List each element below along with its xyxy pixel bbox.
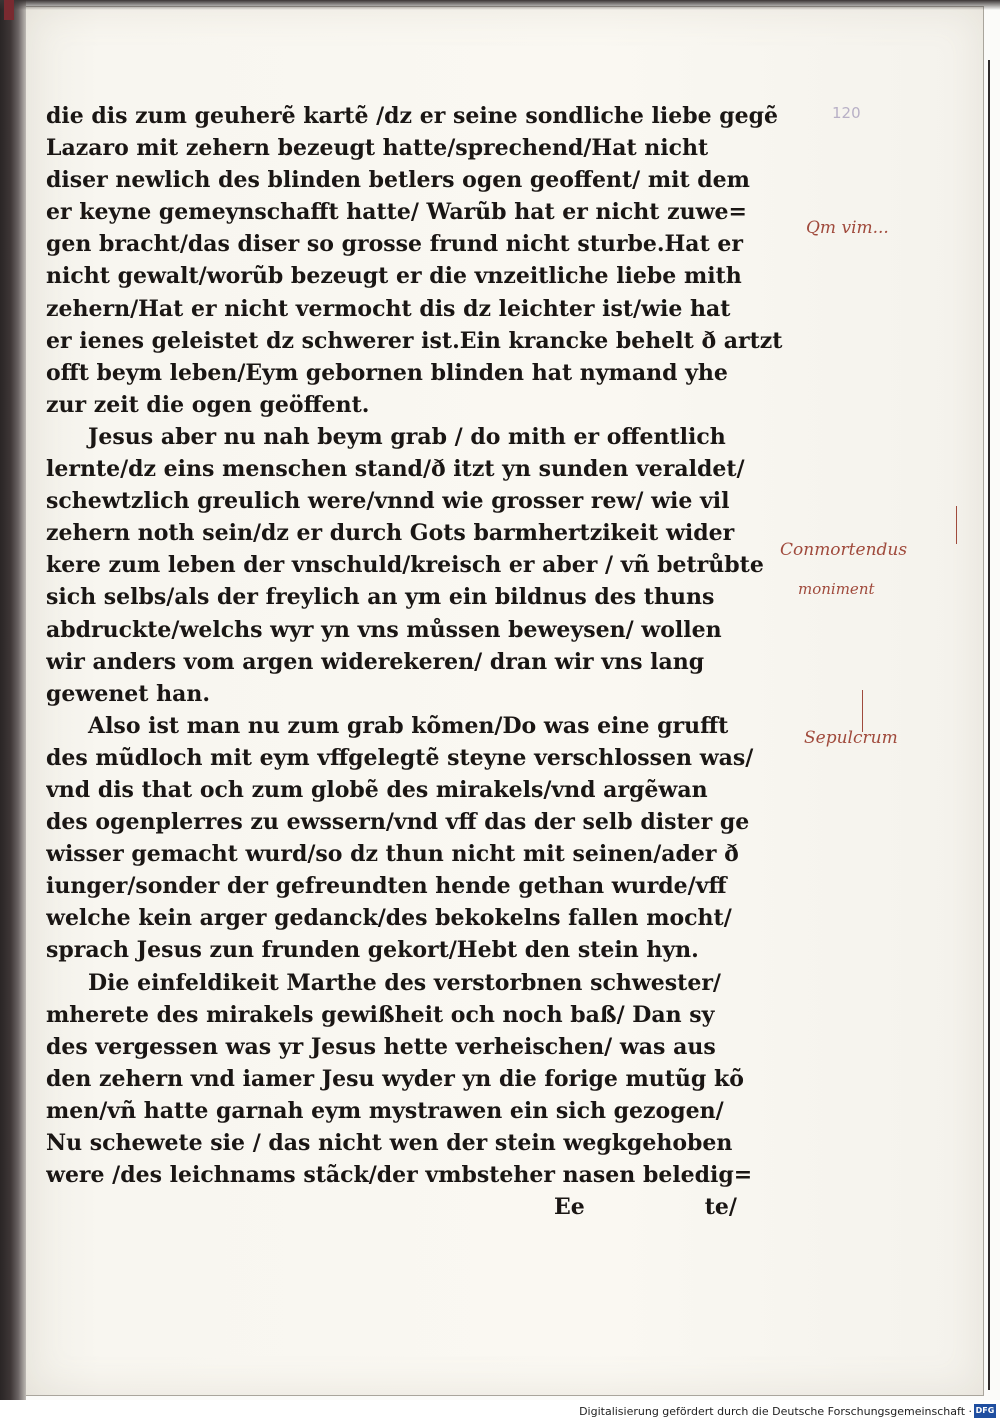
text-line: wir anders vom argen widerekeren/ dran wir vns lang: [46, 648, 705, 675]
text-line: iunger/sonder der gefreundten hende gethan wurde/vff: [46, 873, 727, 900]
footer-credit: Digitalisierung gefördert durch die Deutsche Forschungsgemeinschaft ·: [579, 1405, 972, 1418]
right-edge-rule: [988, 60, 990, 1390]
catchword-line: [46, 1191, 786, 1223]
body-text: [46, 100, 786, 1223]
text-line: er ienes geleistet dz schwerer ist.Ein krancke behelt ð artzt: [46, 327, 783, 354]
dfg-logo: DFG: [974, 1404, 996, 1418]
signature-mark: Ee: [554, 1194, 585, 1221]
text-line: sich selbs/als der freylich an ym ein bildnus des thuns: [46, 584, 715, 611]
text-line: Jesus aber nu nah beym grab / do mith er offentlich: [88, 423, 726, 450]
marginal-stroke: [956, 506, 957, 544]
text-line: were /des leichnams stãck/der vmbsteher nasen beledig=: [46, 1162, 753, 1189]
text-line: zehern noth sein/dz er durch Gots barmhertzikeit wider: [46, 520, 735, 547]
text-line: zur zeit die ogen geöffent.: [46, 391, 370, 418]
catchword: te/: [704, 1194, 737, 1221]
text-line: diser newlich des blinden betlers ogen geoffent/ mit dem: [46, 167, 750, 194]
text-line: des vergessen was yr Jesus hette verheischen/ was aus: [46, 1033, 716, 1060]
text-line: zehern/Hat er nicht vermocht dis dz leichter ist/wie hat: [46, 295, 731, 322]
text-line: offt beym leben/Eym gebornen blinden hat nymand yhe: [46, 359, 728, 386]
text-line: men/vñ hatte garnah eym mystrawen ein sich gezogen/: [46, 1097, 724, 1124]
text-line: abdruckte/welchs wyr yn vns můssen beweysen/ wollen: [46, 616, 722, 643]
footer-bar: [0, 1400, 1000, 1425]
text-line: Nu schewete sie / das nicht wen der stein wegkgehoben: [46, 1130, 733, 1156]
marginal-stroke: [862, 690, 863, 732]
text-line: den zehern vnd iamer Jesu wyder yn die forige mutũg kõ: [46, 1065, 744, 1092]
text-line: Die einfeldikeit Marthe des verstorbnen schwester/: [88, 969, 721, 996]
text-line: gen bracht/das diser so grosse frund nicht sturbe.Hat er: [46, 231, 743, 258]
text-line: Lazaro mit zehern bezeugt hatte/sprechend/Hat nicht: [46, 135, 709, 162]
text-line: Also ist man nu zum grab kõmen/Do was eine grufft: [88, 712, 729, 739]
text-line: des ogenplerres zu ewssern/vnd vff das der selb dister ge: [46, 809, 750, 836]
text-line: lernte/dz eins menschen stand/ð itzt yn sunden veraldet/: [46, 456, 745, 483]
text-line: vnd dis that och zum globẽ des mirakels/vnd argẽwan: [46, 776, 708, 803]
text-line: sprach Jesus zun frunden gekort/Hebt den stein hyn.: [46, 937, 699, 964]
text-line: schewtzlich greulich were/vnnd wie grosser rew/ wie vil: [46, 488, 730, 515]
text-line: die dis zum geuherẽ kartẽ /dz er seine sondliche liebe gegẽ: [46, 103, 779, 129]
marginal-note: Qm vim...: [806, 218, 889, 238]
page-number: 120: [832, 104, 861, 122]
marginal-note: moniment: [798, 580, 875, 598]
binding-shadow: [0, 0, 26, 1400]
marginal-note: Conmortendus: [780, 540, 908, 560]
text-line: kere zum leben der vnschuld/kreisch er aber / vñ betrůbte: [46, 552, 764, 579]
top-edge-shadow: [0, 0, 1000, 10]
marginal-note: Sepulcrum: [804, 728, 898, 748]
text-line: gewenet han.: [46, 680, 211, 707]
spine-bookmark: [4, 0, 14, 20]
text-line: wisser gemacht wurd/so dz thun nicht mit seinen/ader ð: [46, 841, 739, 868]
text-line: des mũdloch mit eym vffgelegtẽ steyne verschlossen was/: [46, 744, 754, 771]
text-line: welche kein arger gedanck/des bekokelns fallen mocht/: [46, 905, 732, 932]
text-line: er keyne gemeynschafft hatte/ Warũb hat er nicht zuwe=: [46, 199, 747, 226]
text-line: nicht gewalt/worũb bezeugt er die vnzeitliche liebe mith: [46, 263, 742, 290]
text-line: mherete des mirakels gewißheit och noch baß/ Dan sy: [46, 1001, 715, 1028]
